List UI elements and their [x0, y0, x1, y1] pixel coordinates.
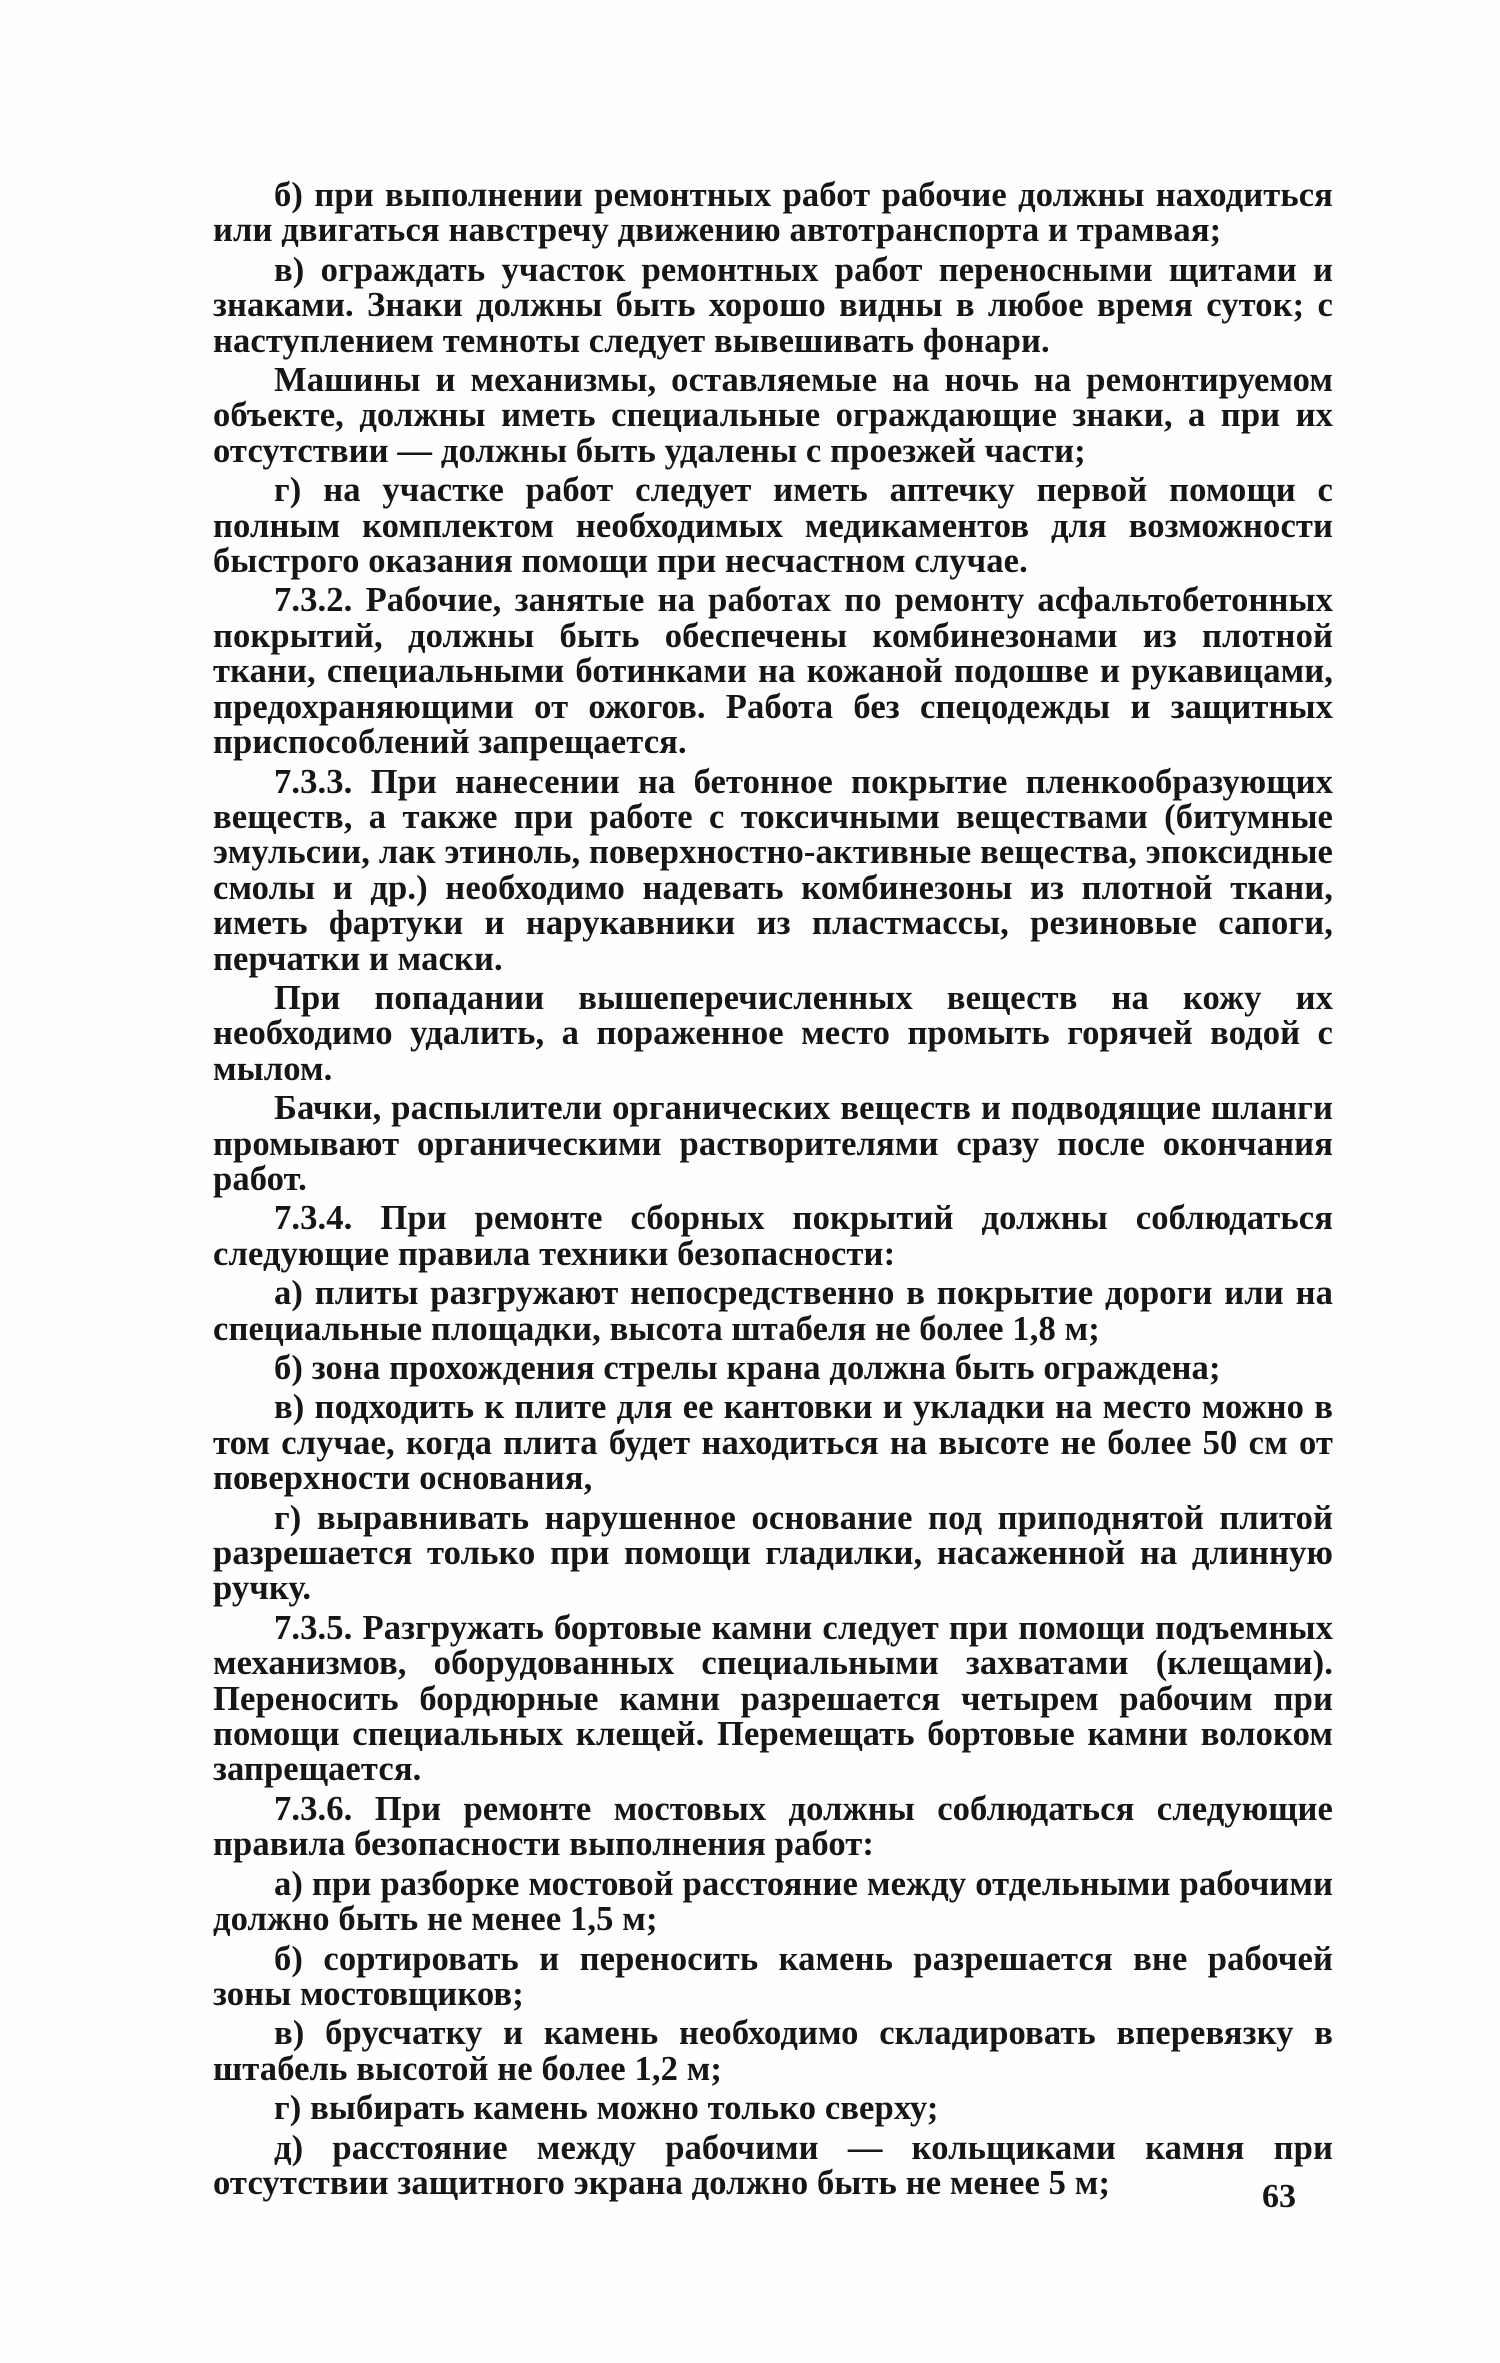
paragraph: г) на участке работ следует иметь аптечку первой помощи с полным комплектом необходимых медикаментов для возможности быстрого оказания помощи при несчастном случае. — [213, 471, 1333, 581]
paragraph: б) зона прохождения стрелы крана должна быть ограждена; — [274, 1349, 1221, 1387]
paragraph: 7.3.6. При ремонте мостовых должны соблюдаться следующие правила безопасности выполнения работ: — [213, 1789, 1333, 1864]
paragraph: При попадании вышеперечисленных веществ на кожу их необходимо удалить, а пораженное место промыть горячей водой с мылом. — [213, 978, 1333, 1088]
page-number: 63 — [1262, 2178, 1296, 2215]
paragraph: д) расстояние между рабочими — кольщиками камня при отсутствии защитного экрана должно быть не менее 5 м; — [213, 2128, 1333, 2202]
paragraph: в) ограждать участок ремонтных работ переносными щитами и знаками. Знаки должны быть хорошо видны в любое время суток; с наступлением темноты следует вывешивать фонари. — [213, 250, 1333, 360]
paragraph: 7.3.5. Разгружать бортовые камни следует при помощи подъемных механизмов, оборудованных специальными захватами (клещами). Переносить бордюрные камни разрешается четырем рабочим при помощи специальных клещей. Перемещать бортовые камни волоком запрещается. — [213, 1608, 1333, 1789]
paragraph: г) выбирать камень можно только сверху; — [274, 2089, 939, 2128]
paragraph: Машины и механизмы, оставляемые на ночь на ремонтируемом объекте, должны иметь специальные ограждающие знаки, а при их отсутствии — должны быть удалены с проезжей части; — [213, 361, 1333, 470]
page-body — [213, 178, 1333, 2205]
paragraph: а) при разборке мостовой расстояние между отдельными рабочими должно быть не менее 1,5 м; — [213, 1864, 1333, 1939]
paragraph: г) выравнивать нарушенное основание под приподнятой плитой разрешается только при помощи гладилки, насаженной на длинную ручку. — [213, 1498, 1333, 1608]
paragraph: 7.3.4. При ремонте сборных покрытий должны соблюдаться следующие правила техники безопасности: — [213, 1199, 1333, 1273]
paragraph: а) плиты разгружают непосредственно в покрытие дороги или на специальные площадки, высота штабеля не более 1,8 м; — [213, 1274, 1333, 1348]
paragraph: 7.3.3. При нанесении на бетонное покрытие пленкообразующих веществ, а также при работе с токсичными веществами (битумные эмульсии, лак этиноль, поверхностно-активные вещества, эпоксидные смолы и др.) необходимо надевать комбинезоны из плотной ткани, иметь фартуки и нарукавники из пластмассы, резиновые сапоги, перчатки и маски. — [213, 762, 1333, 978]
paragraph: б) при выполнении ремонтных работ рабочие должны находиться или двигаться навстречу движению автотранспорта и трамвая; — [213, 176, 1333, 250]
paragraph: в) подходить к плите для ее кантовки и укладки на место можно в том случае, когда плита будет находиться на высоте не более 50 см от поверхности основания, — [213, 1388, 1333, 1498]
paragraph: б) сортировать и переносить камень разрешается вне рабочей зоны мостовщиков; — [213, 1939, 1333, 2013]
paragraph: Бачки, распылители органических веществ и подводящие шланги промывают органическими растворителями сразу после окончания работ. — [213, 1089, 1333, 1198]
paragraph: в) брусчатку и камень необходимо складировать вперевязку в штабель высотой не более 1,2 м; — [213, 2014, 1333, 2088]
paragraph: 7.3.2. Рабочие, занятые на работах по ремонту асфальтобетонных покрытий, должны быть обеспечены комбинезонами из плотной ткани, специальными ботинками на кожаной подошве и рукавицами, предохраняющими от ожогов. Работа без спецодежды и защитных приспособлений запрещается. — [213, 581, 1333, 762]
